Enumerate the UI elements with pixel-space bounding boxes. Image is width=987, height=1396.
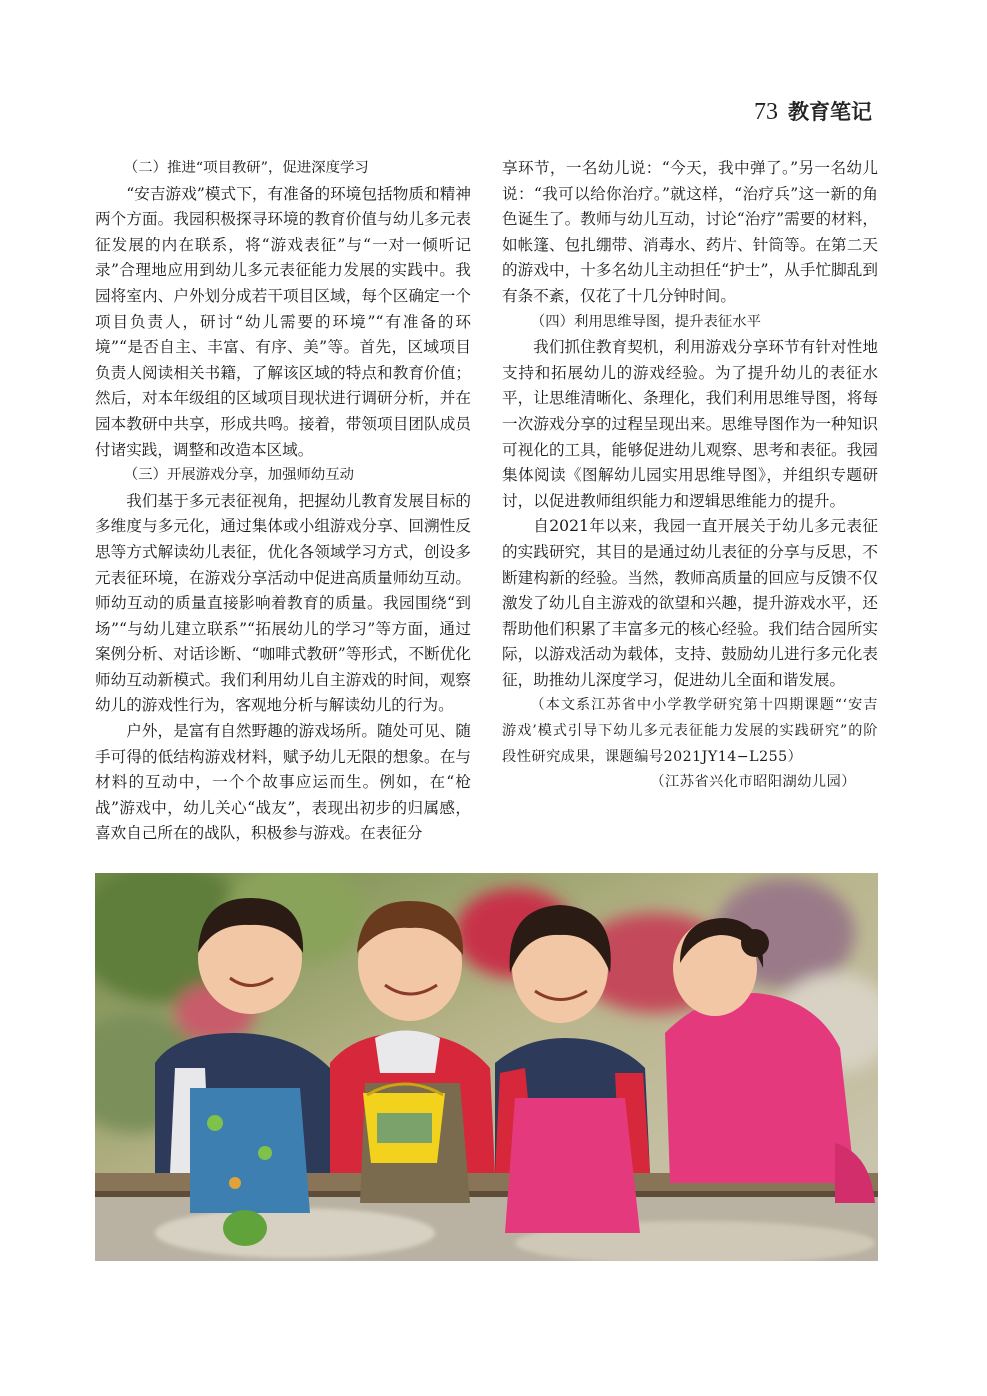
page-number: 73 [754, 99, 778, 125]
subheading-2: （二）推进“项目教研”，促进深度学习 [123, 160, 369, 176]
paragraph-continued: 享环节，一名幼儿说：“今天，我中弹了。”另一名幼儿说：“我可以给你治疗。”就这样，“治疗兵”这一新的角色诞生了。教师与幼儿互动，讨论“治疗”需要的材料，如帐篷、包扎绷带、消毒水、药片、针筒等。在第二天的游戏中，十多名幼儿主动担任“护士”，从手忙脚乱到有条不紊，仅花了十几分钟时间。 [502, 159, 878, 305]
paragraph: 户外，是富有自然野趣的游戏场所。随处可见、随手可得的低结构游戏材料，赋予幼儿无限的想象。在与材料的互动中，一个个故事应运而生。例如，在“枪战”游戏中，幼儿关心“战友”，表现出初步的归属感，喜欢自己所在的战队，积极参与游戏。在表征分 [95, 722, 471, 843]
left-column [95, 156, 471, 847]
paragraph: “安吉游戏”模式下，有准备的环境包括物质和精神两个方面。我园积极探寻环境的教育价值与幼儿多元表征发展的内在联系，将“游戏表征”与“一对一倾听记录”合理地应用到幼儿多元表征能力发展的实践中。我园将室内、户外划分成若干项目区域，每个区确定一个项目负责人，研讨“幼儿需要的环境”“有准备的环境”“是否自主、丰富、有序、美”等。首先，区域项目负责人阅读相关书籍，了解该区域的特点和教育价值；然后，对本年级组的区域项目现状进行调研分析，并在园本教研中共享，形成共鸣。接着，带领项目团队成员付诸实践，调整和改造本区域。 [95, 184, 471, 459]
page-header [754, 96, 872, 126]
project-note: （本文系江苏省中小学教学研究第十四期课题“‘安吉游戏’模式引导下幼儿多元表征能力发展的实践研究”的阶段性研究成果，课题编号2021JY14−L255） [502, 697, 878, 765]
photo-illustration [95, 873, 878, 1261]
right-column [502, 156, 878, 796]
subheading-4: （四）利用思维导图，提升表征水平 [530, 313, 762, 330]
paragraph: 自2021年以来，我园一直开展关于幼儿多元表征的实践研究，其目的是通过幼儿表征的分享与反思，不断建构新的经验。当然，教师高质量的回应与反馈不仅激发了幼儿自主游戏的欲望和兴趣，提升游戏水平，还帮助他们积累了丰富多元的核心经验。我们结合园所实际，以游戏活动为载体，支持、鼓励幼儿进行多元化表征，助推幼儿深度学习，促进幼儿全面和谐发展。 [502, 517, 878, 689]
children-photo [95, 873, 878, 1261]
section-title: 教育笔记 [788, 100, 872, 124]
subheading-3: （三）开展游戏分享，加强师幼互动 [123, 467, 355, 484]
author-affiliation: （江苏省兴化市昭阳湖幼儿园） [650, 774, 856, 791]
paragraph: 我们基于多元表征视角，把握幼儿教育发展目标的多维度与多元化，通过集体或小组游戏分享、回溯性反思等方式解读幼儿表征，优化各领域学习方式，创设多元表征环境，在游戏分享活动中促进高质量师幼互动。师幼互动的质量直接影响着教育的质量。我园围绕“到场”“与幼儿建立联系”“拓展幼儿的学习”等方面，通过案例分析、对话诊断、“咖啡式教研”等形式，不断优化师幼互动新模式。我们利用幼儿自主游戏的时间，观察幼儿的游戏性行为，客观地分析与解读幼儿的行为。 [95, 491, 471, 715]
paragraph: 我们抓住教育契机，利用游戏分享环节有针对性地支持和拓展幼儿的游戏经验。为了提升幼儿的表征水平，让思维清晰化、条理化，我们利用思维导图，将每一次游戏分享的过程呈现出来。思维导图作为一种知识可视化的工具，能够促进幼儿观察、思考和表征。我园集体阅读《图解幼儿园实用思维导图》，并组织专题研讨，以促进教师组织能力和逻辑思维能力的提升。 [502, 338, 878, 510]
